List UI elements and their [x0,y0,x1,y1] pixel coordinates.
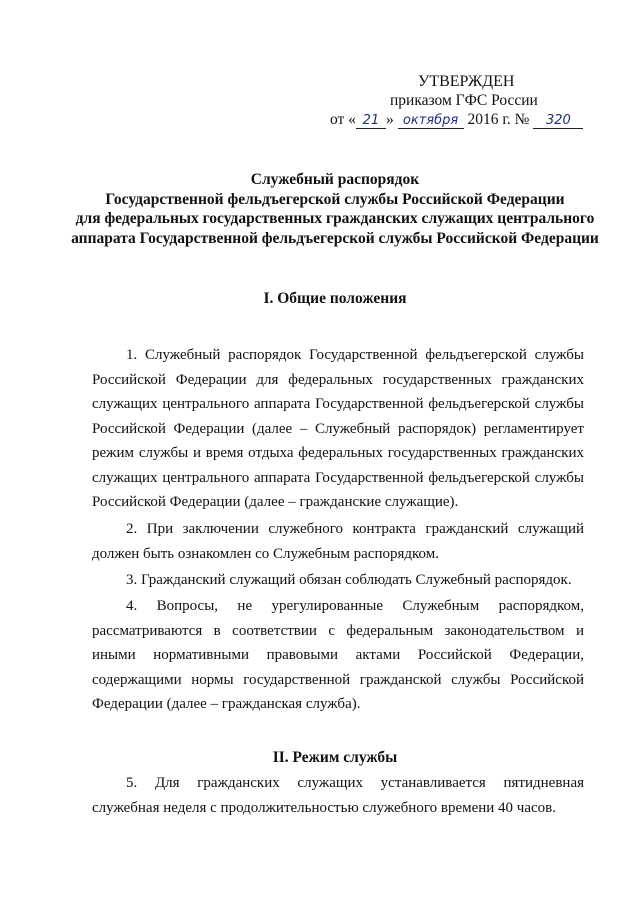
paragraph-2: 2. При заключении служебного контракта гражданский служащий должен быть ознакомлен со Служебным распорядком. [92,521,584,562]
document-title-line-3: для федеральных государственных гражданских служащих центрального [75,210,595,227]
section-heading-service-mode: II. Режим службы [272,749,398,766]
approval-date-line [330,110,610,129]
approval-order-line: приказом ГФС России [390,92,538,109]
document-title-line-2: Государственной фельдъегерской службы Российской Федерации [105,190,565,208]
approval-date-prefix: от « [330,111,356,128]
approval-title: УТВЕРЖДЕН [418,73,515,90]
document-title-line-1: Служебный распорядок [250,171,420,188]
approval-date-month: октября [398,113,464,129]
approval-date-day: 21 [356,113,386,129]
section-heading-general: I. Общие положения [263,290,407,307]
document-title-line-4: аппарата Государственной фельдъегерской службы Российской Федерации [71,229,599,247]
paragraph-1: 1. Служебный распорядок Государственной фельдъегерской службы Российской Федерации для федеральных государственных гражданских служащих центрального аппарата Государственной фельдъегерской службы Российской Федерации (далее – Служебный распорядок) регламентирует режим службы и время отдыха федеральных государственных гражданских служащих центрального аппарата Государственной фельдъегерской службы Российской Федерации (далее – гражданские служащие). [92,347,584,510]
approval-date-mid: » [385,111,394,128]
paragraph-3: 3. Гражданский служащий обязан соблюдать Служебный распорядок. [126,572,572,588]
approval-order-number: 320 [533,113,583,129]
approval-stamp [330,72,610,129]
paragraph-4: 4. Вопросы, не урегулированные Служебным распорядком, рассматриваются в соответствии с федеральным законодательством и иными нормативными правовыми актами Российской Федерации, содержащими нормы государственной гражданской службы Российской Федерации (далее – гражданская служба). [92,598,584,712]
document-title [60,170,610,248]
approval-date-year: 2016 г. № [467,111,530,128]
paragraph-5: 5. Для гражданских служащих устанавливается пятидневная служебная неделя с продолжительностью служебного времени 40 часов. [92,775,584,816]
